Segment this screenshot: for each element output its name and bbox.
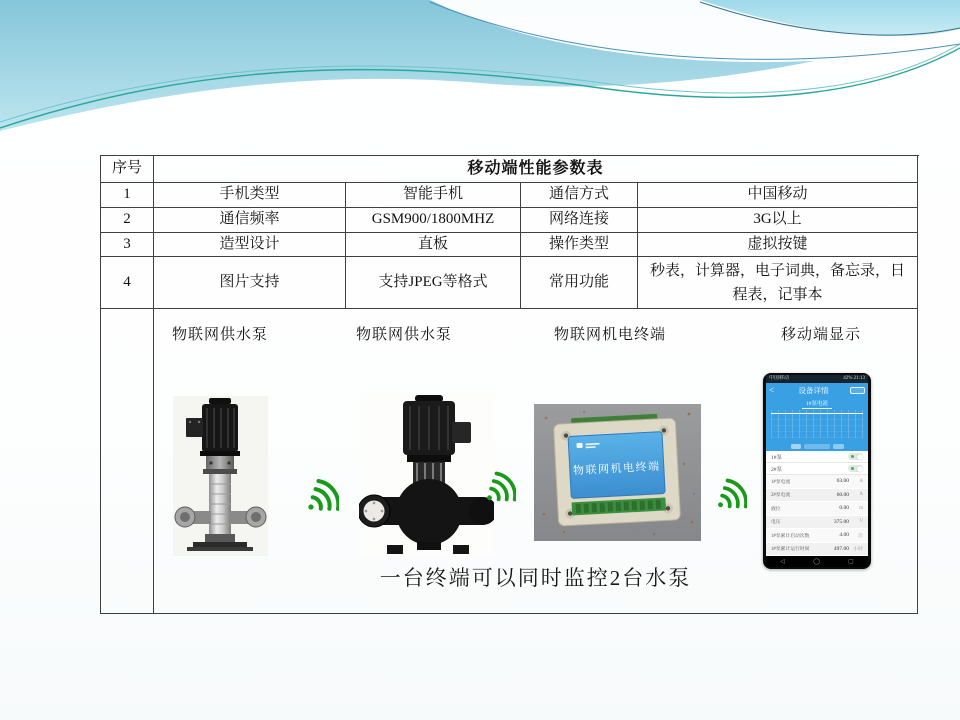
inline-pump-image (359, 394, 494, 557)
diagram-cell (154, 309, 918, 614)
row3-no: 3 (101, 233, 154, 257)
row1-key1: 手机类型 (154, 183, 346, 208)
label-iot-terminal: 物联网机电终端 (553, 327, 666, 343)
banner-wave-decoration (0, 0, 960, 140)
phone-status-bar (766, 375, 868, 383)
row4-key2: 常用功能 (521, 257, 638, 309)
value-row: 2#泵电流 60.00 A (766, 489, 868, 503)
back-icon[interactable]: < (769, 385, 775, 395)
value-row: 1#泵累计启动次数 4.00 次 (766, 529, 868, 543)
table-title: 移动端性能参数表 (154, 156, 918, 183)
pump2-label: 2#泵 (771, 466, 783, 473)
chart-title: 1#泵电流 (766, 399, 868, 407)
value-row: 1#泵累计运行时间 497.00 小时 (766, 543, 868, 557)
row2-key2: 网络连接 (521, 208, 638, 233)
nav-back-icon[interactable]: ◁ (780, 559, 785, 565)
chart-prev-button[interactable] (791, 444, 801, 449)
label-mobile-display: 移动端显示 (780, 327, 861, 343)
chart-controls (766, 444, 868, 449)
chart-line (771, 413, 863, 414)
row4-no: 4 (101, 257, 154, 309)
chart-grid (771, 410, 863, 438)
nav-home-icon[interactable]: ◯ (813, 559, 820, 565)
value-row: 电压 375.00 V (766, 516, 868, 530)
header-action-button[interactable] (850, 387, 865, 394)
row2-no: 2 (101, 208, 154, 233)
row1-val2: 中国移动 (638, 183, 918, 208)
app-title: 设备详情 (798, 385, 829, 395)
bottom-left-empty-cell (101, 309, 154, 614)
terminal-panel-text: 物联网机电终端 (572, 460, 661, 478)
row4-val2: 秒表，计算器，电子词典，备忘录，日程表，记事本 (638, 257, 918, 309)
row2-key1: 通信频率 (154, 208, 346, 233)
wifi-signal-icon (709, 473, 747, 515)
pump2-toggle[interactable] (848, 465, 863, 472)
vertical-pump-image (173, 396, 268, 556)
row2-val1: GSM900/1800MHZ (346, 208, 521, 233)
parameter-table (100, 155, 919, 614)
value-row: 1#泵电流 63.00 A (766, 475, 868, 489)
table-corner-header: 序号 (101, 156, 154, 183)
chart-date-range (804, 444, 830, 449)
smartphone-image (763, 373, 871, 569)
row1-key2: 通信方式 (521, 183, 638, 208)
pump2-toggle-row (766, 463, 868, 475)
row3-key1: 造型设计 (154, 233, 346, 257)
wifi-signal-icon (299, 473, 339, 518)
value-row: 液位 0.00 m (766, 502, 868, 516)
phone-app-header (766, 383, 868, 397)
row3-val2: 虚拟按键 (638, 233, 918, 257)
phone-screen (766, 375, 868, 567)
row4-val1: 支持JPEG等格式 (346, 257, 521, 309)
pump-current-chart (766, 397, 868, 451)
battery-time-label: 42% 21:13 (843, 376, 865, 381)
carrier-label: 中国移动 (769, 376, 790, 381)
row1-no: 1 (101, 183, 154, 208)
row3-key2: 操作类型 (521, 233, 638, 257)
row1-val1: 智能手机 (346, 183, 521, 208)
row2-val2: 3G以上 (638, 208, 918, 233)
pump1-toggle-row (766, 451, 868, 463)
nav-recent-icon[interactable]: ▢ (848, 559, 854, 565)
label-iot-pump-1: 物联网供水泵 (171, 327, 268, 343)
diagram-caption: 一台终端可以同时监控2台水泵 (379, 566, 692, 590)
row3-val1: 直板 (346, 233, 521, 257)
chart-next-button[interactable] (833, 444, 844, 449)
pump1-label: 1#泵 (771, 454, 783, 461)
pump1-toggle[interactable] (848, 453, 863, 460)
iot-terminal-image (534, 404, 701, 541)
row4-key1: 图片支持 (154, 257, 346, 309)
label-iot-pump-2: 物联网供水泵 (355, 327, 452, 343)
wifi-signal-icon (478, 466, 516, 508)
